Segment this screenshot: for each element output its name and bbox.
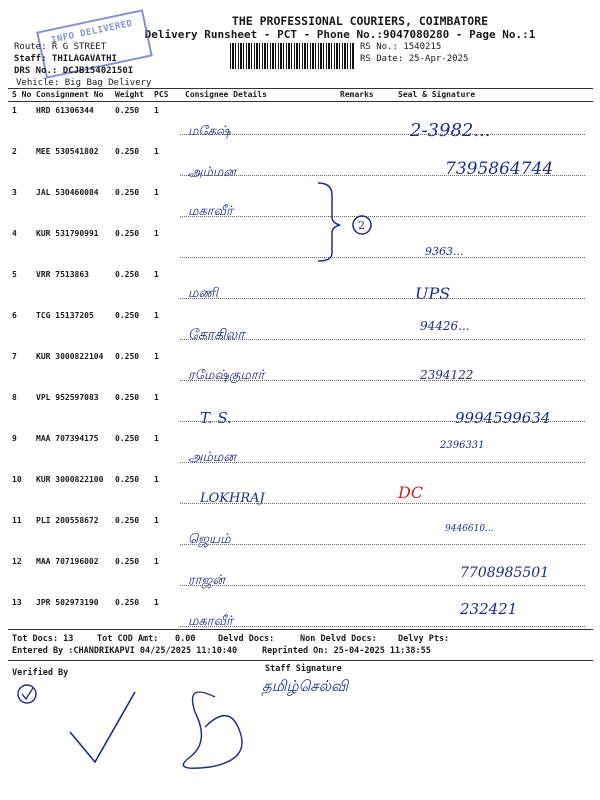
row-weight: 0.250 — [115, 147, 140, 156]
row-pcs: 1 — [154, 557, 159, 566]
row-weight: 0.250 — [115, 188, 140, 197]
consignee-handwriting: கோகிலா — [188, 327, 245, 343]
delivered-docs: Delvd Docs: — [218, 634, 275, 644]
divider — [8, 88, 593, 89]
row-consignment: VPL 952597083 — [36, 393, 99, 402]
table-row — [0, 428, 600, 470]
row-pcs: 1 — [154, 598, 159, 607]
row-pcs: 1 — [154, 106, 159, 115]
row-consignment: VRR 7513863 — [36, 270, 89, 279]
row-divider — [180, 503, 585, 504]
receiver-signature: 9363... — [425, 245, 464, 258]
receiver-signature: 2-3982... — [410, 120, 491, 141]
row-divider — [180, 462, 585, 463]
col-weight: Weight — [115, 90, 144, 99]
row-consignment: JAL 530460084 — [36, 188, 99, 197]
consignee-handwriting: ராஜன் — [188, 573, 225, 588]
receiver-signature: 2396331 — [440, 440, 485, 451]
runsheet-subtitle: Delivery Runsheet - PCT - Phone No.:9047080280 - Page No.:1 — [144, 28, 536, 41]
row-consignment: JPR 502973190 — [36, 598, 99, 607]
rs-date: RS Date: 25-Apr-2025 — [360, 54, 469, 64]
row-sno: 5 — [12, 270, 17, 279]
row-weight: 0.250 — [115, 393, 140, 402]
row-divider — [180, 380, 585, 381]
reprinted-on: Reprinted On: 25-04-2025 11:38:55 — [262, 646, 431, 656]
row-weight: 0.250 — [115, 516, 140, 525]
receiver-signature: 9994599634 — [455, 409, 551, 427]
receiver-signature: 2394122 — [420, 368, 474, 382]
row-weight: 0.250 — [115, 270, 140, 279]
row-consignment: MAA 707394175 — [36, 434, 99, 443]
drs-label: DRS No.: DCJB15402150I — [14, 66, 134, 76]
row-weight: 0.250 — [115, 598, 140, 607]
svg-text:2: 2 — [358, 219, 365, 232]
row-pcs: 1 — [154, 475, 159, 484]
row-divider — [180, 298, 585, 299]
row-sno: 11 — [12, 516, 22, 525]
row-consignment: TCG 15137205 — [36, 311, 94, 320]
entered-by: Entered By :CHANDRIKAPVI 04/25/2025 11:10:40 — [12, 646, 238, 656]
receiver-signature: 7708985501 — [460, 565, 550, 581]
table-row — [0, 551, 600, 593]
row-weight: 0.250 — [115, 311, 140, 320]
vehicle-label: Vehicle: Big Bag Delivery — [16, 78, 152, 88]
consignee-handwriting: LOKHRAJ — [200, 491, 265, 506]
consignee-handwriting: மகாவீர் — [188, 614, 233, 629]
row-divider — [180, 175, 585, 176]
divider — [8, 660, 593, 661]
divider — [8, 629, 593, 630]
route-label: Route: R G STREET — [14, 42, 107, 52]
receiver-signature: 9446610... — [445, 524, 494, 534]
consignee-handwriting: ஜெயம் — [188, 532, 231, 547]
consignee-handwriting: அம்மன — [188, 165, 236, 180]
consignee-handwriting: மகேஷ் — [188, 124, 231, 139]
delivery-points: Delvy Pts: — [398, 634, 450, 644]
consignee-handwriting: மகாவீர் — [188, 204, 233, 219]
row-consignment: MAA 707196002 — [36, 557, 99, 566]
table-row — [0, 387, 600, 429]
row-sno: 2 — [12, 147, 17, 156]
row-sno: 6 — [12, 311, 17, 320]
consignee-handwriting: T. S. — [200, 409, 232, 427]
table-row — [0, 223, 600, 265]
row-divider — [180, 421, 585, 422]
col-pcs: PCS — [154, 90, 169, 99]
row-consignment: MEE 530541802 — [36, 147, 99, 156]
table-row — [0, 141, 600, 183]
table-row — [0, 510, 600, 552]
rs-number: RS No.: 1540215 — [360, 42, 442, 52]
row-weight: 0.250 — [115, 434, 140, 443]
row-pcs: 1 — [154, 188, 159, 197]
staff-label: Staff: THILAGAVATHI — [14, 54, 117, 64]
row-weight: 0.250 — [115, 229, 140, 238]
row-pcs: 1 — [154, 229, 159, 238]
receiver-signature: 94426... — [420, 319, 470, 333]
row-consignment: KUR 531790991 — [36, 229, 99, 238]
row-divider — [180, 257, 585, 258]
table-row — [0, 592, 600, 634]
stamp-overlay: INFO DELIVERED — [36, 9, 153, 79]
total-docs: Tot Docs: 13 — [12, 634, 74, 644]
col-seal: Seal & Signature — [398, 90, 476, 99]
col-consignment: Consignment No — [36, 90, 104, 99]
table-row — [0, 469, 600, 511]
remark-bracket — [310, 175, 380, 265]
consignee-handwriting: மணி — [188, 286, 218, 301]
row-pcs: 1 — [154, 434, 159, 443]
company-title: THE PROFESSIONAL COURIERS, COIMBATORE — [231, 14, 489, 28]
row-pcs: 1 — [154, 270, 159, 279]
row-sno: 4 — [12, 229, 17, 238]
row-sno: 13 — [12, 598, 22, 607]
row-weight: 0.250 — [115, 475, 140, 484]
table-row — [0, 346, 600, 388]
row-sno: 3 — [12, 188, 17, 197]
row-divider — [180, 134, 585, 135]
receiver-signature: 7395864744 — [445, 159, 554, 179]
table-row — [0, 100, 600, 142]
row-sno: 1 — [12, 106, 17, 115]
row-pcs: 1 — [154, 311, 159, 320]
row-divider — [180, 544, 585, 545]
row-divider — [180, 216, 585, 217]
col-remarks: Remarks — [340, 90, 374, 99]
row-sno: 12 — [12, 557, 22, 566]
table-row — [0, 305, 600, 347]
barcode-graphic — [230, 43, 355, 69]
row-consignment: HRD 61306344 — [36, 106, 94, 115]
row-divider — [180, 585, 585, 586]
non-delivered-docs: Non Delvd Docs: — [300, 634, 377, 644]
row-pcs: 1 — [154, 516, 159, 525]
staff-signature-label: Staff Signature — [265, 664, 342, 674]
verification-marks — [10, 672, 280, 782]
total-cod-label: Tot COD Amt: — [97, 634, 159, 644]
row-pcs: 1 — [154, 147, 159, 156]
col-consignee: Consignee Details — [185, 90, 267, 99]
row-pcs: 1 — [154, 352, 159, 361]
consignee-handwriting: ரமேஷ்குமார் — [188, 368, 265, 383]
row-pcs: 1 — [154, 393, 159, 402]
receiver-signature: DC — [398, 483, 424, 502]
col-sno: S No — [12, 90, 32, 99]
row-weight: 0.250 — [115, 352, 140, 361]
row-weight: 0.250 — [115, 106, 140, 115]
row-weight: 0.250 — [115, 557, 140, 566]
row-divider — [180, 339, 585, 340]
consignee-handwriting: அம்மன — [188, 450, 236, 465]
receiver-signature: UPS — [415, 284, 451, 303]
table-row — [0, 264, 600, 306]
row-consignment: KUR 3000822100 — [36, 475, 104, 484]
row-divider — [180, 626, 585, 627]
row-sno: 9 — [12, 434, 17, 443]
staff-signature: தமிழ்செல்வி — [262, 677, 349, 695]
row-sno: 7 — [12, 352, 17, 361]
total-cod-value: 0.00 — [175, 634, 196, 644]
row-sno: 8 — [12, 393, 17, 402]
table-row — [0, 182, 600, 224]
row-consignment: KUR 3000822104 — [36, 352, 104, 361]
verified-by-label: Verified By — [12, 668, 69, 678]
row-sno: 10 — [12, 475, 22, 484]
receiver-signature: 232421 — [460, 600, 518, 618]
row-consignment: PLI 200558672 — [36, 516, 99, 525]
